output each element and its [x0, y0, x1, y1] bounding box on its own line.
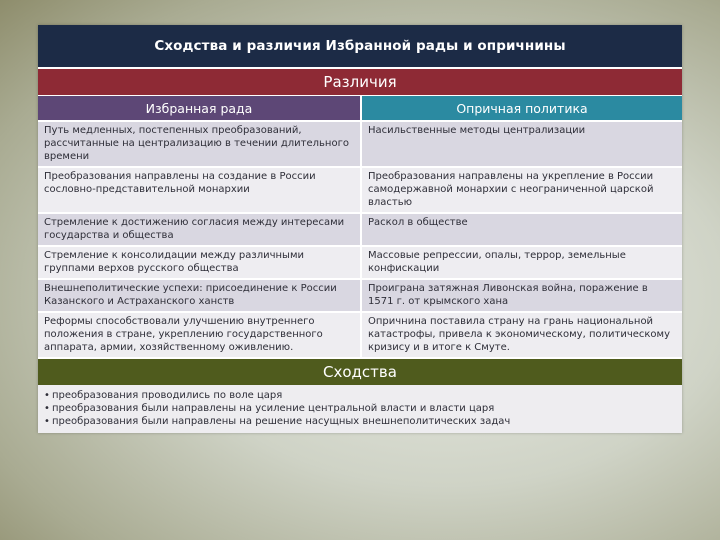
cell-chosen-council: Внешнеполитические успехи: присоединение к России Казанского и Астраханского ханств [38, 280, 362, 311]
differences-header: Различия [38, 69, 682, 95]
cell-chosen-council: Стремление к достижению согласия между интересами государства и общества [38, 214, 362, 245]
cell-chosen-council: Стремление к консолидации между различными группами верхов русского общества [38, 247, 362, 278]
column-header-chosen-council: Избранная рада [38, 96, 362, 120]
list-item [44, 415, 676, 428]
similarity-text: преобразования были направлены на решение насущных внешнеполитических задач [52, 416, 511, 427]
list-item [44, 402, 676, 415]
table-row [38, 120, 682, 166]
bullet-icon: • [44, 390, 50, 401]
table-row [38, 245, 682, 278]
similarity-text: преобразования проводились по воле царя [52, 390, 283, 401]
table-row [38, 278, 682, 311]
cell-oprichnina: Опричнина поставила страну на грань национальной катастрофы, привела к экономическому, политическому кризису и в итоге к Смуте. [362, 313, 682, 357]
cell-chosen-council: Преобразования направлены на создание в России сословно-представительной монархии [38, 168, 362, 212]
cell-oprichnina: Раскол в обществе [362, 214, 682, 245]
similarity-text: преобразования были направлены на усиление центральной власти и власти царя [52, 403, 495, 414]
table-title: Сходства и различия Избранной рады и опричнины [38, 25, 682, 69]
bullet-icon: • [44, 416, 50, 427]
similarities-header: Сходства [38, 357, 682, 385]
differences-rows [38, 120, 682, 357]
table-row [38, 212, 682, 245]
cell-oprichnina: Насильственные методы централизации [362, 122, 682, 166]
cell-oprichnina: Преобразования направлены на укрепление в России самодержавной монархии с неограниченной царской властью [362, 168, 682, 212]
comparison-table [38, 25, 682, 433]
list-item [44, 389, 676, 402]
similarities-list [38, 385, 682, 433]
column-header-oprichnina: Опричная политика [362, 96, 682, 120]
cell-oprichnina: Массовые репрессии, опалы, террор, земельные конфискации [362, 247, 682, 278]
cell-chosen-council: Реформы способствовали улучшению внутреннего положения в стране, укреплению государственного аппарата, армии, хозяйственному оживлению. [38, 313, 362, 357]
cell-oprichnina: Проиграна затяжная Ливонская война, поражение в 1571 г. от крымского хана [362, 280, 682, 311]
table-row [38, 166, 682, 212]
column-headers [38, 95, 682, 120]
bullet-icon: • [44, 403, 50, 414]
cell-chosen-council: Путь медленных, постепенных преобразований, рассчитанные на централизацию в течении длительного времени [38, 122, 362, 166]
table-row [38, 311, 682, 357]
